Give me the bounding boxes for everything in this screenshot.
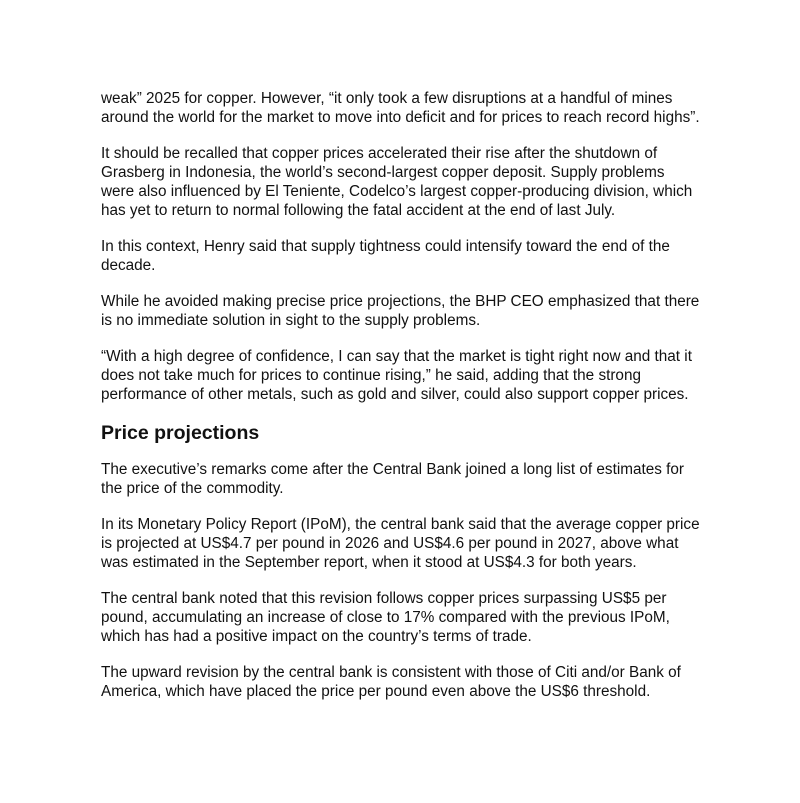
- paragraph-bhp-ceo: While he avoided making precise price projections, the BHP CEO emphasized that there is no immediate solution in sight to the supply problems.: [101, 293, 700, 329]
- paragraph-ipom-projection: In its Monetary Policy Report (IPoM), the central bank said that the average copper price is projected at US$4.7 per pound in 2026 and US$4.6 per pound in 2027, above what was estimated in the September report, when it stood at US$4.3 for both years.: [101, 516, 700, 571]
- paragraph-copper-2025: weak” 2025 for copper. However, “it only took a few disruptions at a handful of mines around the world for the market to move into deficit and for prices to reach record highs”.: [101, 90, 700, 126]
- section-heading-price-projections: Price projections: [101, 422, 260, 444]
- paragraph-central-bank-estimates: The executive’s remarks come after the Central Bank joined a long list of estimates for the price of the commodity.: [101, 461, 684, 497]
- paragraph-supply-tightness: In this context, Henry said that supply tightness could intensify toward the end of the decade.: [101, 238, 670, 274]
- paragraph-citi-boa: The upward revision by the central bank is consistent with those of Citi and/or Bank of America, which have placed the price per pound even above the US$6 threshold.: [101, 664, 681, 700]
- paragraph-grasberg-shutdown: It should be recalled that copper prices accelerated their rise after the shutdown of Grasberg in Indonesia, the world’s second-largest copper deposit. Supply problems were also influenced by El Teniente, Codelco’s largest copper-producing division, which has yet to return to normal following the fatal accident at the end of last July.: [101, 145, 693, 219]
- article-body: [101, 89, 701, 718]
- paragraph-quote-market-tight: “With a high degree of confidence, I can say that the market is tight right now and that it does not take much for prices to continue rising,” he said, adding that the strong performance of other metals, such as gold and silver, could also support copper prices.: [101, 348, 692, 403]
- paragraph-revision-reason: The central bank noted that this revision follows copper prices surpassing US$5 per pound, accumulating an increase of close to 17% compared with the previous IPoM, which has had a positive impact on the country’s terms of trade.: [101, 590, 670, 645]
